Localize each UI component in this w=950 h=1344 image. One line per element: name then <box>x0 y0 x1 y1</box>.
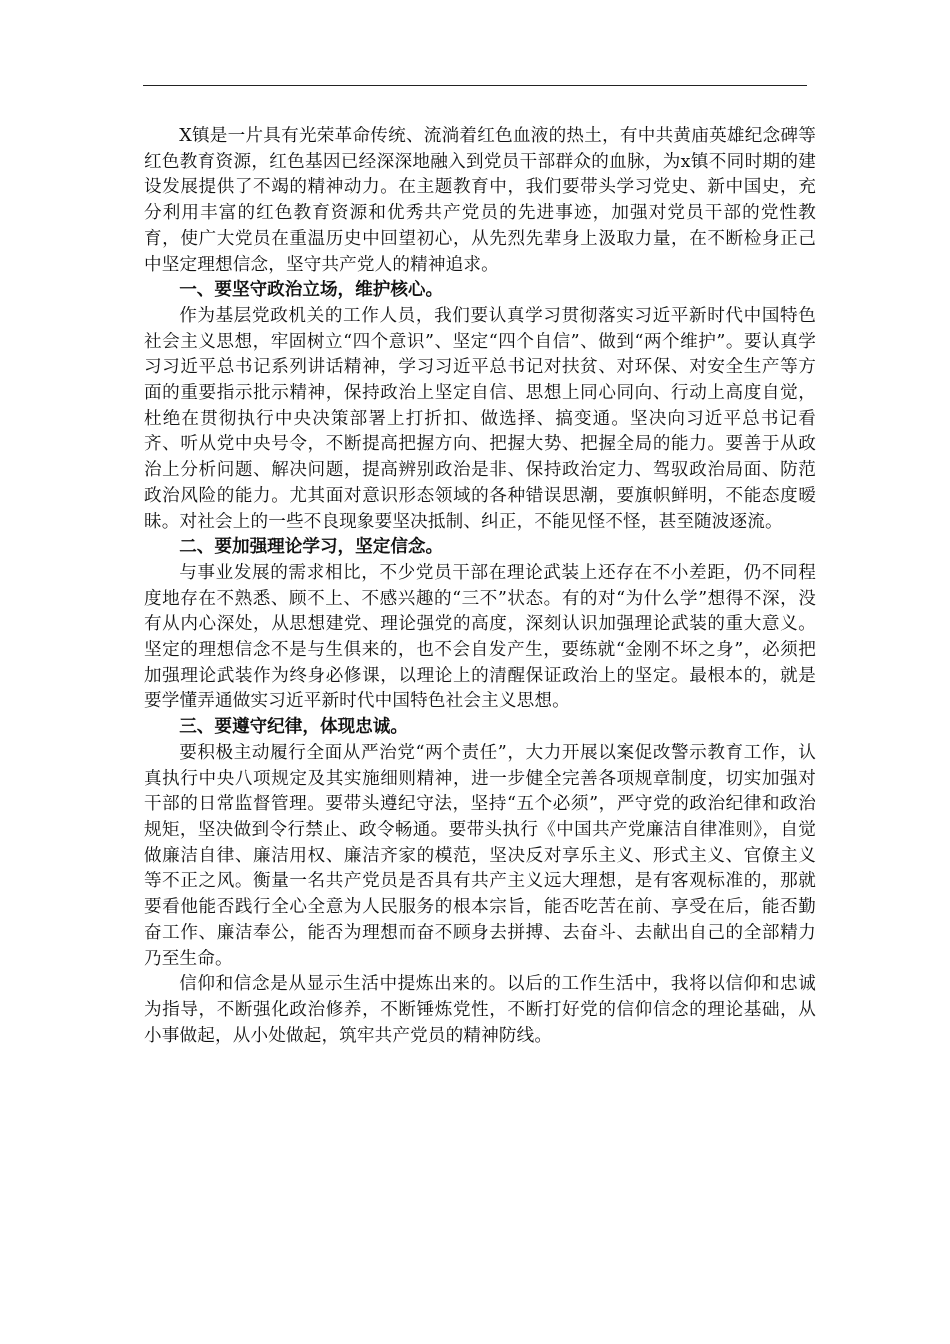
section-heading-1: 一、要坚守政治立场，维护核心。 <box>179 280 444 301</box>
section-heading-3: 三、要遵守纪律，体现忠诚。 <box>179 717 408 738</box>
intro-paragraph: X镇是一片具有光荣革命传统、流淌着红色血液的热土，有中共黄庙英雄纪念碑等红色教育资源，红色基因已经深深地融入到党员干部群众的血脉，为x镇不同时期的建设发展提供了不竭的精神动力。在主题教育中，我们要带头学习党史、新中国史，充分利用丰富的红色教育资源和优秀共产党员的先进事迹，加强对党员干部的党性教育，使广大党员在重温历史中回望初心，从先烈先辈身上汲取力量，在不断检身正己中坚定理想信念，坚守共产党人的精神追求。 <box>144 126 816 275</box>
header-rule <box>143 85 807 86</box>
document-body <box>144 124 816 1049</box>
section-3-paragraph: 要积极主动履行全面从严治党“两个责任”，大力开展以案促改警示教育工作，认真执行中央八项规定及其实施细则精神，进一步健全完善各项规章制度，切实加强对干部的日常监督管理。要带头遵纪守法，坚持“五个必须”，严守党的政治纪律和政治规矩，坚决做到令行禁止、政令畅通。要带头执行《中国共产党廉洁自律准则》，自觉做廉洁自律、廉洁用权、廉洁齐家的模范，坚决反对享乐主义、形式主义、官僚主义等不正之风。衡量一名共产党员是否具有共产主义远大理想，是有客观标准的，那就要看他能否践行全心全意为人民服务的根本宗旨，能否吃苦在前、享受在后，能否勤奋工作、廉洁奉公，能否为理想而奋不顾身去拼搏、去奋斗、去献出自己的全部精力乃至生命。 <box>144 742 816 969</box>
section-2-paragraph: 与事业发展的需求相比，不少党员干部在理论武装上还存在不小差距，仍不同程度地存在不熟悉、顾不上、不感兴趣的“三不”状态。有的对“为什么学”想得不深，没有从内心深处，从思想建党、理论强党的高度，深刻认识加强理论武装的重大意义。坚定的理想信念不是与生俱来的，也不会自发产生，要练就“金刚不坏之身”，必须把加强理论武装作为终身必修课，以理论上的清醒保证政治上的坚定。最根本的，就是要学懂弄通做实习近平新时代中国特色社会主义思想。 <box>144 562 816 712</box>
closing-paragraph: 信仰和信念是从显示生活中提炼出来的。以后的工作生活中，我将以信仰和忠诚为指导，不断强化政治修养，不断锤炼党性，不断打好党的信仰信念的理论基础，从小事做起，从小处做起，筑牢共产党员的精神防线。 <box>144 974 816 1046</box>
section-1-paragraph: 作为基层党政机关的工作人员，我们要认真学习贯彻落实习近平新时代中国特色社会主义思想，牢固树立“四个意识”、坚定“四个自信”、做到“两个维护”。要认真学习习近平总书记系列讲话精神，学习习近平总书记对扶贫、对环保、对安全生产等方面的重要指示批示精神，保持政治上坚定自信、思想上同心同向、行动上高度自觉，杜绝在贯彻执行中央决策部署上打折扣、做选择、搞变通。坚决向习近平总书记看齐、听从党中央号令，不断提高把握方向、把握大势、把握全局的能力。要善于从政治上分析问题、解决问题，提高辨别政治是非、保持政治定力、驾驭政治局面、防范政治风险的能力。尤其面对意识形态领域的各种错误思潮，要旗帜鲜明，不能态度暧昧。对社会上的一些不良现象要坚决抵制、纠正，不能见怪不怪，甚至随波逐流。 <box>144 305 816 532</box>
section-heading-2: 二、要加强理论学习，坚定信念。 <box>179 537 444 558</box>
